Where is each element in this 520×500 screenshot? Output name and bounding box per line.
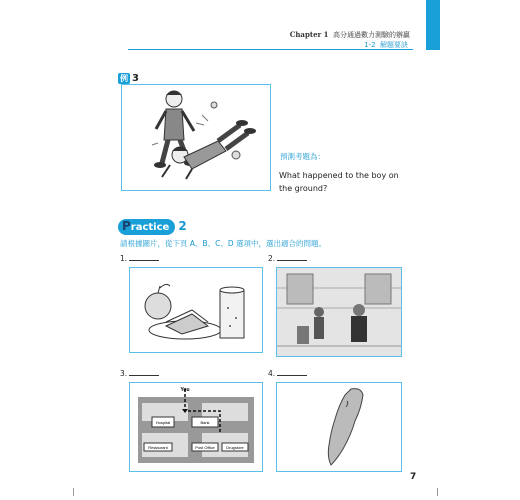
page-number: 7 <box>410 472 417 482</box>
answer-blank[interactable] <box>129 260 159 261</box>
question-number: 2. <box>268 254 276 263</box>
food-illustration <box>130 268 262 352</box>
chapter-tab <box>426 0 440 50</box>
question-3-number <box>120 369 159 378</box>
answer-blank[interactable] <box>277 375 307 376</box>
practice-instruction: 請根據圖片，從下頁 A、B、C、D 選項中，選出適合的問題。 <box>120 239 327 248</box>
crop-mark <box>437 488 438 496</box>
section-title: 解題要訣 <box>380 41 408 49</box>
chapter-number: Chapter 1 <box>289 30 329 39</box>
map-you-label: You <box>180 387 190 393</box>
chapter-heading <box>290 30 410 40</box>
predict-label: 預測考題為： <box>280 152 325 161</box>
practice-word: ractice <box>130 222 170 233</box>
practice-heading <box>118 215 187 233</box>
question-number: 1. <box>120 254 128 263</box>
question-4-image <box>276 382 402 472</box>
question-1-image <box>129 267 263 353</box>
taiwan-map <box>277 383 401 471</box>
section-number: 1-2 <box>364 41 376 49</box>
question-4-number <box>268 369 307 378</box>
example-label <box>118 73 139 84</box>
chapter-title: 高分通過數力測驗的辦贏 <box>333 31 410 39</box>
question-number: 3. <box>120 369 128 378</box>
practice-first-letter: P <box>122 219 131 233</box>
map-post-office-label: Post Office <box>195 445 215 450</box>
practice-pill <box>118 219 175 235</box>
map-restaurant-label: Restaurant <box>148 445 168 450</box>
question-3-image <box>129 382 263 472</box>
question-2-number <box>268 254 307 263</box>
map-drugstore-label: Drugstore <box>226 445 244 450</box>
answer-blank[interactable] <box>129 375 159 376</box>
street-map <box>130 383 262 471</box>
header-rule <box>128 49 413 50</box>
question-2-image <box>276 267 402 357</box>
boy-fall-illustration <box>122 85 270 190</box>
station-illustration <box>277 268 401 356</box>
example-badge: 例 <box>120 74 128 83</box>
map-hospital-label: Hospital <box>155 420 171 425</box>
answer-blank[interactable] <box>277 260 307 261</box>
crop-mark <box>73 488 74 496</box>
predicted-question: What happened to the boy on the ground? <box>279 171 399 193</box>
practice-number: 2 <box>178 219 187 233</box>
question-number: 4. <box>268 369 276 378</box>
question-1-number <box>120 254 159 263</box>
map-bank-label: Bank <box>200 420 210 425</box>
example-illustration <box>121 84 271 191</box>
example-number: 3 <box>132 73 139 84</box>
